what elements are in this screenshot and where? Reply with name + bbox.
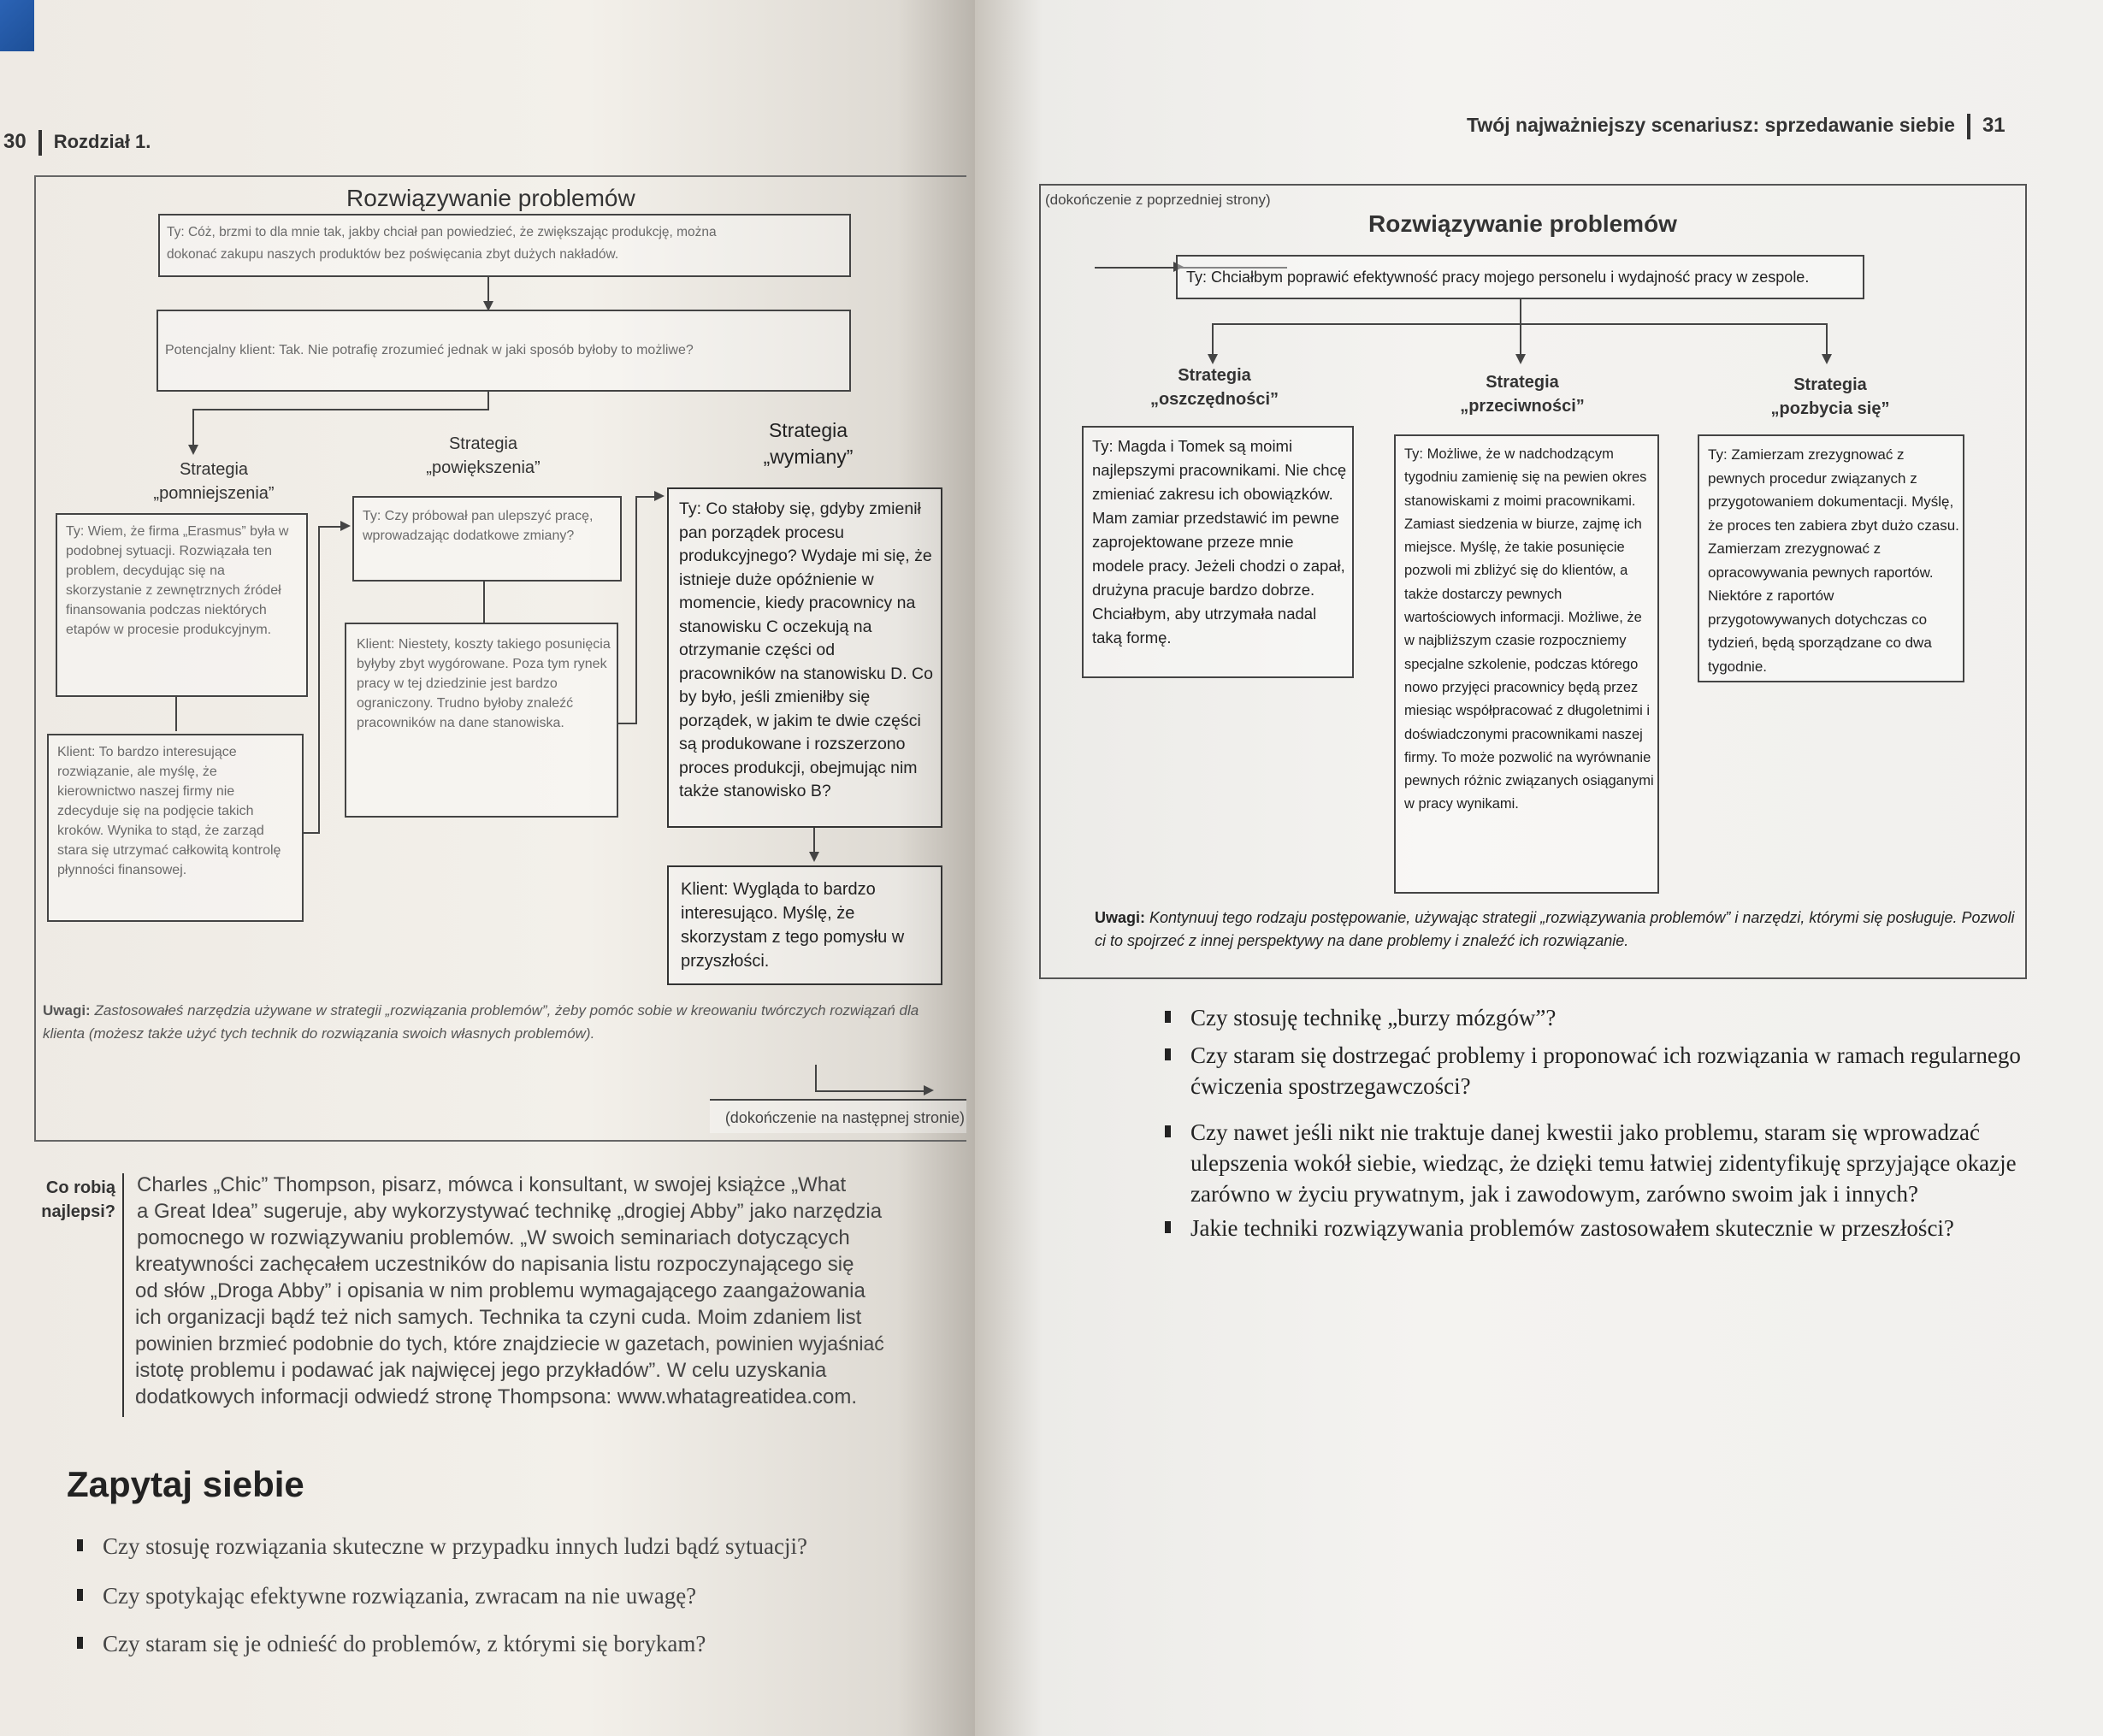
arrow-right-icon (340, 521, 351, 531)
uwagi-text: Kontynuuj tego rodzaju postępowanie, używając strategii „rozwiązywania problemów” i narzędzi, którymi się posługuje. Pozwoli ci to spojrzeć z innej perspektywy na dane problemy i znaleźć ich rozwiązanie. (1095, 909, 2015, 949)
left-you-box (158, 214, 851, 277)
left-page-number: 30 (3, 130, 27, 153)
sidebar-label-line: Co robią (45, 1178, 115, 1197)
bullet-icon (1165, 1125, 1171, 1137)
ask-item-text: Czy staram się je odnieść do problemów, z którymi się borykam? (103, 1631, 706, 1656)
arrow-down-icon (1515, 354, 1526, 364)
question-text: Czy staram się dostrzegać problemy i proponować ich rozwiązania w ramach regularnego ćwiczenia spostrzegawczości? (1190, 1042, 2021, 1099)
right-running-head (1467, 114, 2006, 139)
bullet-icon (1165, 1011, 1171, 1023)
sidebar-line: kreatywności zachęcałem uczestników do napisania listu rozpoczynającego się (135, 1253, 854, 1276)
strategy-exchange-heading (727, 417, 889, 470)
arrow-right-icon (924, 1085, 934, 1095)
sidebar-label-line: najlepsi? (41, 1202, 115, 1221)
strategy-savings-heading (1116, 363, 1313, 411)
sidebar-label (17, 1176, 115, 1224)
strategy-enlarge-you-text: Ty: Czy próbował pan ulepszyć pracę, wprowadzając dodatkowe zmiany? (363, 509, 594, 543)
right-continued-text: (dokończenie z poprzedniej strony) (1045, 192, 1271, 208)
strategy-label: Strategia (179, 460, 249, 479)
strategy-adversity-heading (1424, 370, 1621, 418)
right-page (975, 0, 2103, 1736)
continued-box (710, 1099, 966, 1133)
uwagi-label: Uwagi: (1095, 909, 1146, 926)
strategy-savings-text: Ty: Magda i Tomek są moimi najlepszymi pracownikami. Nie chcę zmieniać zakresu ich obowiązków. Mam zamiar przedstawić im pewne zaprojektowane przeze mnie modele pracy. Jeżeli chodzi o zapał, drużyna pracuje bardzo dobrze. Chciałbym, aby utrzymała nadal taką formę. (1092, 437, 1347, 647)
uwagi-label: Uwagi: (43, 1002, 91, 1019)
strategy-name: „pomniejszenia” (153, 484, 275, 503)
arrow-right-icon (654, 491, 665, 501)
ask-item-text: Czy spotykając efektywne rozwiązania, zwracam na nie uwagę? (103, 1583, 697, 1609)
left-you-line1: Ty: Cóż, brzmi to dla mnie tak, jakby chciał pan powiedzieć, że zwiększając produkcję, można (167, 225, 717, 239)
strategy-reduce-client-text: Klient: To bardzo interesujące rozwiązanie, ale myślę, że kierownictwo naszej firmy nie zdecyduje się na podjęcie takich kroków. Wynika to stąd, że zarząd stara się utrzymać całkowitą kontrolę płynności finansowej. (57, 745, 281, 877)
bullet-icon (1165, 1221, 1171, 1233)
strategy-exchange-you-text: Ty: Co stałoby się, gdyby zmienił pan porządek procesu produkcyjnego? Wydaje mi się, że istnieje duże opóźnienie w momencie, kiedy pracownicy na stanowisku C oczekują na otrzymanie części od pracowników na stanowisku D. Co by było, jeśli zmieniłby się porządek, w jakim te dwie części są produkowane i rozszerzono proces produkcji, obejmując nim także stanowisko B? (679, 499, 933, 800)
strategy-label: Strategia (1178, 366, 1251, 385)
sidebar-line: od słów „Droga Abby” i opisania w nim problemu wymagającego zaangażowania (135, 1279, 865, 1302)
strategy-exchange-you-box (667, 487, 942, 828)
bullet-icon (77, 1539, 83, 1551)
ask-item (77, 1531, 966, 1562)
left-running-head (3, 130, 151, 156)
question-item (1165, 1002, 2088, 1033)
connector (815, 1065, 817, 1092)
strategy-label: Strategia (768, 419, 848, 441)
uwagi-text: Zastosowałeś narzędzia używane w strategii „rozwiązania problemów”, żeby pomóc sobie w kreowaniu twórczych rozwiązań dla klienta (możesz także użyć tych technik do rozwiązania swoich własnych problemów). (43, 1002, 919, 1042)
right-you-text: Ty: Chciałbym poprawić efektywność pracy mojego personelu i wydajność pracy w zespole. (1186, 269, 1810, 286)
left-diagram-title: Rozwiązywanie problemów (346, 185, 635, 211)
ask-item-text: Czy stosuję rozwiązania skuteczne w przypadku innych ludzi bądź sytuacji? (103, 1533, 807, 1559)
bullet-icon (77, 1637, 83, 1649)
strategy-reduce-you-box (56, 513, 308, 697)
right-you-box (1176, 255, 1864, 299)
right-diagram-title: Rozwiązywanie problemów (1368, 210, 1677, 237)
bullet-icon (77, 1589, 83, 1601)
question-text: Czy stosuję technikę „burzy mózgów”? (1190, 1005, 1557, 1030)
strategy-savings-box (1082, 426, 1354, 678)
question-text: Jakie techniki rozwiązywania problemów zastosowałem skutecznie w przeszłości? (1190, 1215, 1954, 1241)
connector (635, 496, 637, 724)
right-uwagi (1095, 906, 2018, 953)
strategy-disposal-heading (1728, 373, 1933, 421)
sidebar-line: Charles „Chic” Thompson, pisarz, mówca i konsultant, w swojej książce „What (137, 1173, 847, 1196)
strategy-reduce-heading (128, 458, 299, 505)
strategy-adversity-text: Ty: Możliwe, że w nadchodzącym tygodniu zamienię się na pewien okres stanowiskami z moimi pracownikami. Zamiast siedzenia w biurze, zajmę ich miejsce. Myślę, że takie posunięcie pozwoli mi zbliżyć się do klientów, a także dostarczy pewnych wartościowych informacji. Możliwe, że w najbliższym czasie rozpoczniemy specjalne szkolenie, podczas którego nowo przyjęci pracownicy będą przez miesiąc współpracować z długoletnimi i doświadczonymi pracownikami naszej firmy. To może pozwolić na wyrównanie pewnych różnic związanych osiąganymi w pracy wynikami. (1404, 446, 1654, 812)
strategy-label: Strategia (448, 434, 518, 453)
strategy-enlarge-client-text: Klient: Niestety, koszty takiego posunięcia byłyby zbyt wygórowane. Poza tym rynek pracy w tej dziedzinie jest bardzo ograniczony. Trudno byłoby znaleźć pracowników na dane stanowiska. (357, 637, 611, 730)
strategy-exchange-client-box (667, 865, 942, 985)
strategy-disposal-text: Ty: Zamierzam zrezygnować z pewnych procedur związanych z przygotowaniem dokumentacji. Myślę, że proces ten zabiera zbyt dużo czasu. Zamierzam zrezygnować z opracowywania pewnych raportów. Niektóre z raportów przygotowywanych dotychczas co tydzień, będą sporządzane co dwa tygodnie. (1708, 446, 1959, 675)
connector (1212, 323, 1214, 357)
strategy-name: „powiększenia” (426, 458, 541, 477)
ask-heading: Zapytaj siebie (67, 1464, 304, 1504)
strategy-enlarge-heading (393, 432, 573, 480)
connector (483, 582, 485, 623)
right-header-title: Twój najważniejszy scenariusz: sprzedawanie siebie (1467, 114, 1955, 137)
ask-item (77, 1580, 966, 1611)
left-uwagi (43, 999, 941, 1045)
strategy-name: „oszczędności” (1149, 390, 1279, 409)
sidebar-line: dodatkowych informacji odwiedź stronę Thompsona: www.whatagreatidea.com. (135, 1385, 857, 1408)
arrow-down-icon (809, 852, 819, 862)
bullet-icon (1165, 1048, 1171, 1060)
sidebar-line: ich organizacji bądź też nich samych. Technika ta czyni cuda. Moim zdaniem list (135, 1306, 862, 1329)
arrow-down-icon (188, 445, 198, 455)
connector (1520, 299, 1521, 325)
connector (1520, 323, 1521, 357)
header-divider (38, 130, 42, 156)
connector (192, 409, 194, 447)
chapter-label: Rozdział 1. (53, 131, 151, 152)
connector (618, 723, 635, 724)
blue-corner (0, 0, 34, 51)
sidebar-line: pomocnego w rozwiązywaniu problemów. „W swoich seminariach dotyczących (137, 1226, 850, 1249)
question-text: Czy nawet jeśli nikt nie traktuje danej kwestii jako problemu, staram się wprowadzać ulepszenia wokół siebie, wiedząc, że dzięki temu łatwiej zidentyfikuję sprzyjające okazje zarówno w życiu prywatnym, jak i zawodowym, zarówno swoim jak i innych? (1190, 1119, 2017, 1207)
sidebar-rule (122, 1173, 124, 1417)
left-you-line2: dokonać zakupu naszych produktów bez poświęcania zbyt dużych nakładów. (167, 247, 619, 262)
left-client-box (157, 310, 851, 392)
left-client-text: Potencjalny klient: Tak. Nie potrafię zrozumieć jednak w jaki sposób byłoby to możliwe? (165, 343, 694, 357)
strategy-name: „pozbycia się” (1770, 399, 1890, 418)
connector (1826, 323, 1828, 357)
arrow-down-icon (1822, 354, 1832, 364)
strategy-reduce-you-text: Ty: Wiem, że firma „Erasmus” była w podobnej sytuacji. Rozwiązała ten problem, decydując się na skorzystanie z zewnętrznych źródeł finansowania podczas niektórych etapów w procesie produkcyjnym. (66, 524, 289, 637)
strategy-enlarge-client-box (345, 623, 618, 818)
sidebar-line: powinien brzmieć podobnie do tych, które znajdziecie w gazetach, powinien wyjaśniać (135, 1332, 884, 1355)
strategy-enlarge-you-box (352, 496, 622, 582)
connector (304, 832, 320, 834)
strategy-label: Strategia (1486, 373, 1559, 392)
ask-item (77, 1628, 966, 1659)
continued-text: (dokończenie na następnej stronie) (724, 1109, 965, 1126)
sidebar-line: istotę problemu i podawać jak najwięcej jego przykładów”. W celu uzyskania (135, 1359, 827, 1382)
connector (192, 409, 489, 410)
strategy-name: „przeciwności” (1460, 397, 1585, 416)
connector (815, 1090, 926, 1092)
strategy-adversity-box (1394, 434, 1659, 894)
strategy-label: Strategia (1793, 375, 1867, 394)
connector (175, 697, 177, 731)
strategy-reduce-client-box (47, 734, 304, 922)
strategy-exchange-client-text: Klient: Wygląda to bardzo interesująco. Myślę, że skorzystam z tego pomysłu w przyszłości. (681, 880, 905, 971)
sidebar-line: a Great Idea” sugeruje, aby wykorzystywać technikę „drogiej Abby” jako narzędzia (137, 1200, 883, 1223)
connector (318, 526, 320, 834)
header-divider (1967, 114, 1970, 139)
right-page-number: 31 (1982, 114, 2006, 138)
question-item (1165, 1213, 2088, 1243)
question-item (1165, 1040, 2088, 1101)
question-item (1165, 1117, 2088, 1209)
strategy-disposal-box (1698, 434, 1964, 682)
left-page (0, 0, 975, 1736)
connector (487, 392, 489, 410)
strategy-name: „wymiany” (763, 446, 854, 468)
